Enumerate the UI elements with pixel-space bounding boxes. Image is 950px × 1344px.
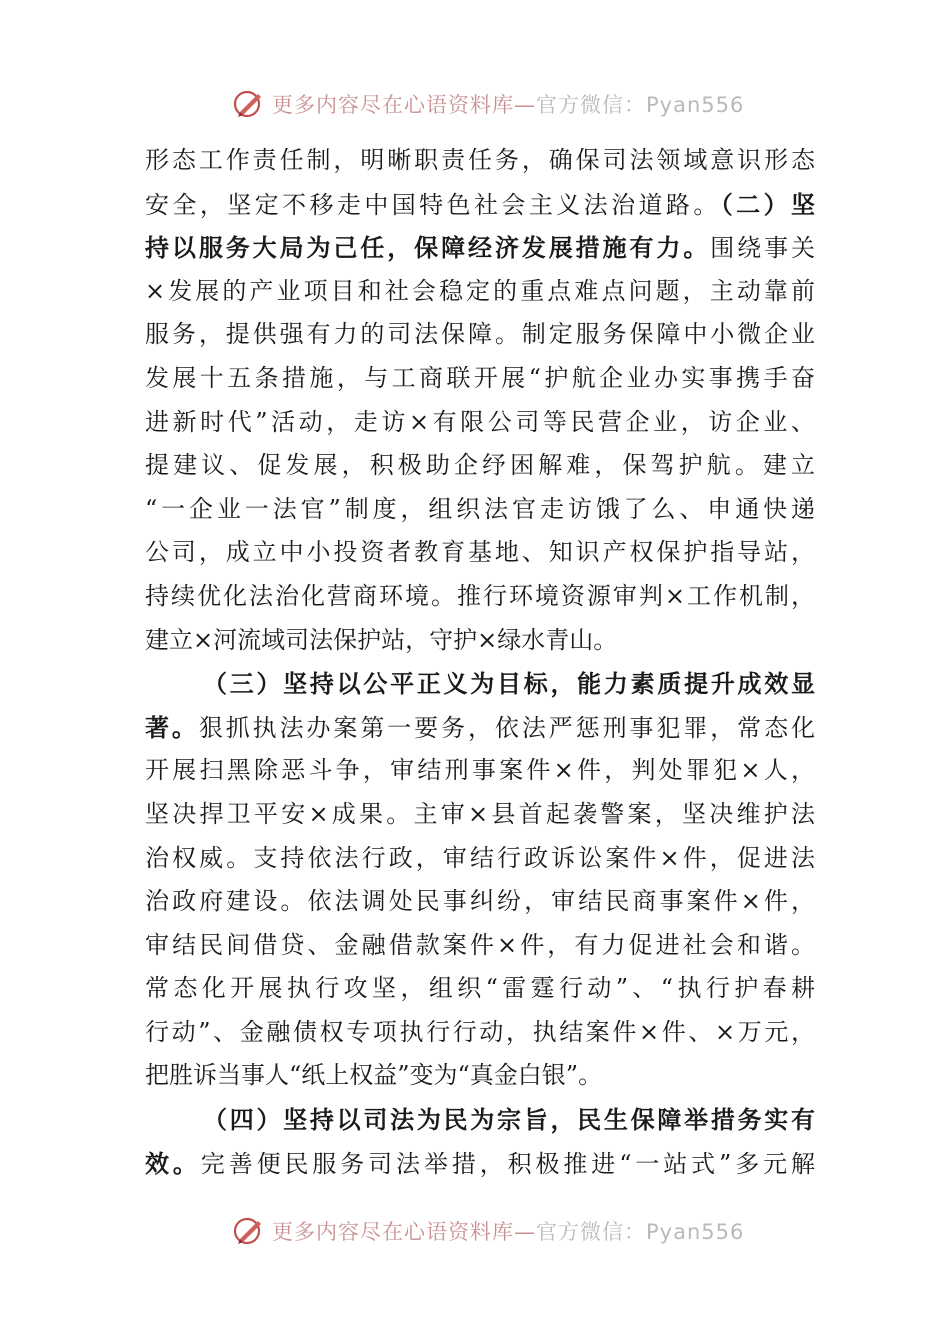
text-line: 安全，坚定不移走中国特色社会主义法治道路。（二）坚 — [145, 189, 815, 219]
text-line: 提建议、促发展，积极助企纾困解难，保驾护航。建立 — [145, 451, 815, 480]
text-line: 进新时代”活动，走访×有限公司等民营企业，访企业、 — [145, 407, 815, 436]
section-heading-line: （四）坚持以司法为民为宗旨，民生保障举措务实有 — [203, 1105, 815, 1135]
text-line: 治权威。支持依法行政，审结行政诉讼案件×件，促进法 — [145, 843, 815, 872]
text-line: 持续优化法治化营商环境。推行环境资源审判×工作机制， — [145, 581, 815, 610]
watermark-text: 更多内容尽在心语资料库—官方微信：Pyan556 — [272, 1220, 745, 1244]
watermark-text: 更多内容尽在心语资料库—官方微信：Pyan556 — [272, 93, 745, 117]
text-line: 坚决捍卫平安×成果。主审×县首起袭警案，坚决维护法 — [145, 799, 815, 828]
text-line: 建立×河流域司法保护站，守护×绿水青山。 — [145, 625, 618, 654]
text-line: 效。完善便民服务司法举措，积极推进“一站式”多元解 — [145, 1148, 815, 1178]
pen-logo-icon — [232, 87, 266, 121]
document-body — [145, 139, 815, 1185]
text-line: 公司，成立中小投资者教育基地、知识产权保护指导站， — [145, 538, 815, 567]
text-line: 行动”、金融债权专项执行行动，执结案件×件、×万元， — [145, 1017, 815, 1046]
text-line: 常态化开展执行攻坚，组织“雷霆行动”、“执行护春耕 — [145, 974, 815, 1003]
text-line: 著。狠抓执法办案第一要务，依法严惩刑事犯罪，常态化 — [145, 712, 816, 742]
footer-watermark — [232, 1213, 745, 1249]
text-line: 开展扫黑除恶斗争，审结刑事案件×件，判处罪犯×人， — [145, 756, 815, 785]
section-heading-line: （三）坚持以公平正义为目标，能力素质提升成效显 — [203, 669, 815, 699]
text-line: 形态工作责任制，明晰职责任务，确保司法领域意识形态 — [145, 146, 815, 174]
text-line: 服务，提供强有力的司法保障。制定服务保障中小微企业 — [145, 320, 815, 349]
text-line: “一企业一法官”制度，组织法官走访饿了么、申通快递 — [145, 494, 815, 523]
text-line: 把胜诉当事人“纸上权益”变为“真金白银”。 — [145, 1061, 603, 1090]
header-watermark — [232, 86, 745, 122]
text-line: 审结民间借贷、金融借款案件×件，有力促进社会和谐。 — [145, 930, 815, 959]
text-line: 发展十五条措施，与工商联开展“护航企业办实事携手奋 — [145, 363, 815, 392]
text-line: ×发展的产业项目和社会稳定的重点难点问题，主动靠前 — [145, 276, 815, 305]
text-line: 持以服务大局为己任，保障经济发展措施有力。围绕事关 — [145, 233, 815, 263]
pen-logo-icon — [232, 1214, 266, 1248]
text-line: 治政府建设。依法调处民事纠纷，审结民商事案件×件， — [145, 887, 815, 916]
